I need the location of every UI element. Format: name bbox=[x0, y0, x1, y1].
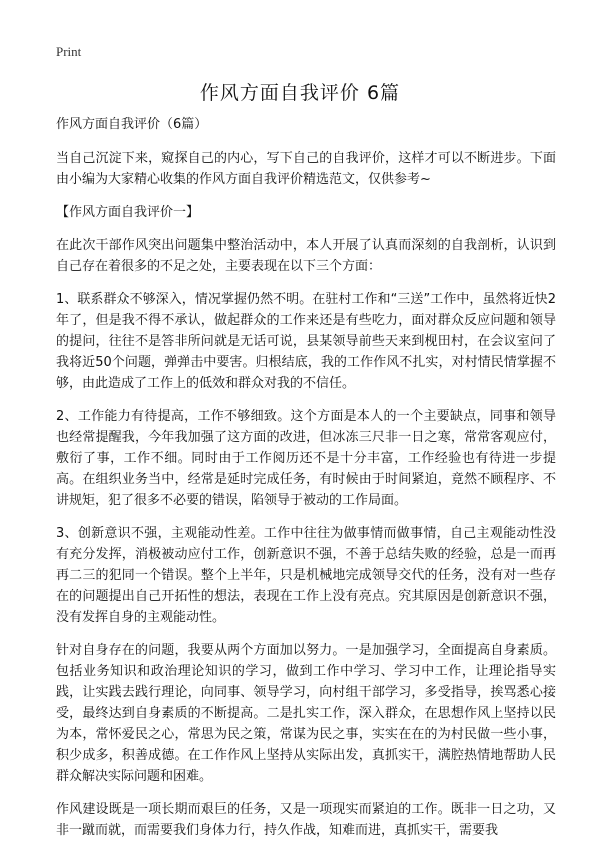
intro-paragraph: 当自己沉淀下来，窥探自己的内心，写下自己的自我评价，这样才可以不断进步。下面由小编为大家精心收集的作风方面自我评价精选范文，仅供参考~ bbox=[56, 151, 556, 187]
paragraph: 2、工作能力有待提高，工作不够细致。这个方面是本人的一个主要缺点，同事和领导也经常提醒我，今年我加强了这方面的改进，但冰冻三尺非一日之寒，常常客观应付，敷衍了事，工作不细。同时由于工作阅历还不是十分丰富，工作经验也有待进一步提高。在组织业务当中，经常是延时完成任务，有时候由于时间紧迫，竟然不顾程序、不讲规矩，犯了很多不必要的错误，陷领导于被动的工作局面。 bbox=[56, 409, 556, 508]
paragraph: 作风建设既是一项长期而艰巨的任务，又是一项现实而紧迫的工作。既非一日之功，又非一蹴而就，而需要我们身体力行，持久作战，知难而进，真抓实干，需要我 bbox=[56, 802, 556, 838]
document-subtitle: 作风方面自我评价（6篇） bbox=[56, 117, 208, 132]
paragraph: 1、联系群众不够深入，情况掌握仍然不明。在驻村工作和“三送”工作中，虽然将近快2年了，但是我不得不承认，做起群众的工作来还是有些吃力，面对群众反应问题和领导的提问，往往不是答非所问就是无话可说，县某领导前些天来到枧田村，在会议室问了我将近50个问题，弹弹击中要害。归根结底，我的工作作风不扎实，对村情民情掌握不够，由此造成了工作上的低效和群众对我的不信任。 bbox=[56, 292, 556, 391]
document-body bbox=[56, 114, 556, 841]
document-title: 作风方面自我评价 6篇 bbox=[199, 82, 401, 104]
print-link[interactable]: Print bbox=[56, 44, 82, 59]
section-heading: 【作风方面自我评价一】 bbox=[56, 205, 200, 220]
paragraph: 针对自身存在的问题，我要从两个方面加以努力。一是加强学习，全面提高自身素质。包括业务知识和政治理论知识的学习，做到工作中学习、学习中工作，让理论指导实践，让实践去践行理论，向同事、领导学习，向村组干部学习，多受指导，挨骂悉心接受，最终达到自身素质的不断提高。二是扎实工作，深入群众，在思想作风上坚持以民为本，常怀爱民之心，常思为民之策，常谋为民之事，实实在在的为村民做一些小事，积少成多，积善成德。在工作作风上坚持从实际出发，真抓实干，满腔热情地帮助人民群众解决实际问题和困难。 bbox=[56, 643, 556, 784]
paragraph: 在此次干部作风突出问题集中整治活动中，本人开展了认真而深刻的自我剖析，认识到自己存在着很多的不足之处，主要表现在以下三个方面： bbox=[56, 238, 556, 274]
paragraph: 3、创新意识不强，主观能动性差。工作中往往为做事情而做事情，自己主观能动性没有充分发挥，消极被动应付工作，创新意识不强，不善于总结失败的经验，总是一而再再二三的犯同一个错误。整个上半年，只是机械地完成领导交代的任务，没有对一些存在的问题提出自己开拓性的想法，表现在工作上没有亮点。究其原因是创新意识不强，没有发挥自身的主观能动性。 bbox=[56, 526, 556, 625]
